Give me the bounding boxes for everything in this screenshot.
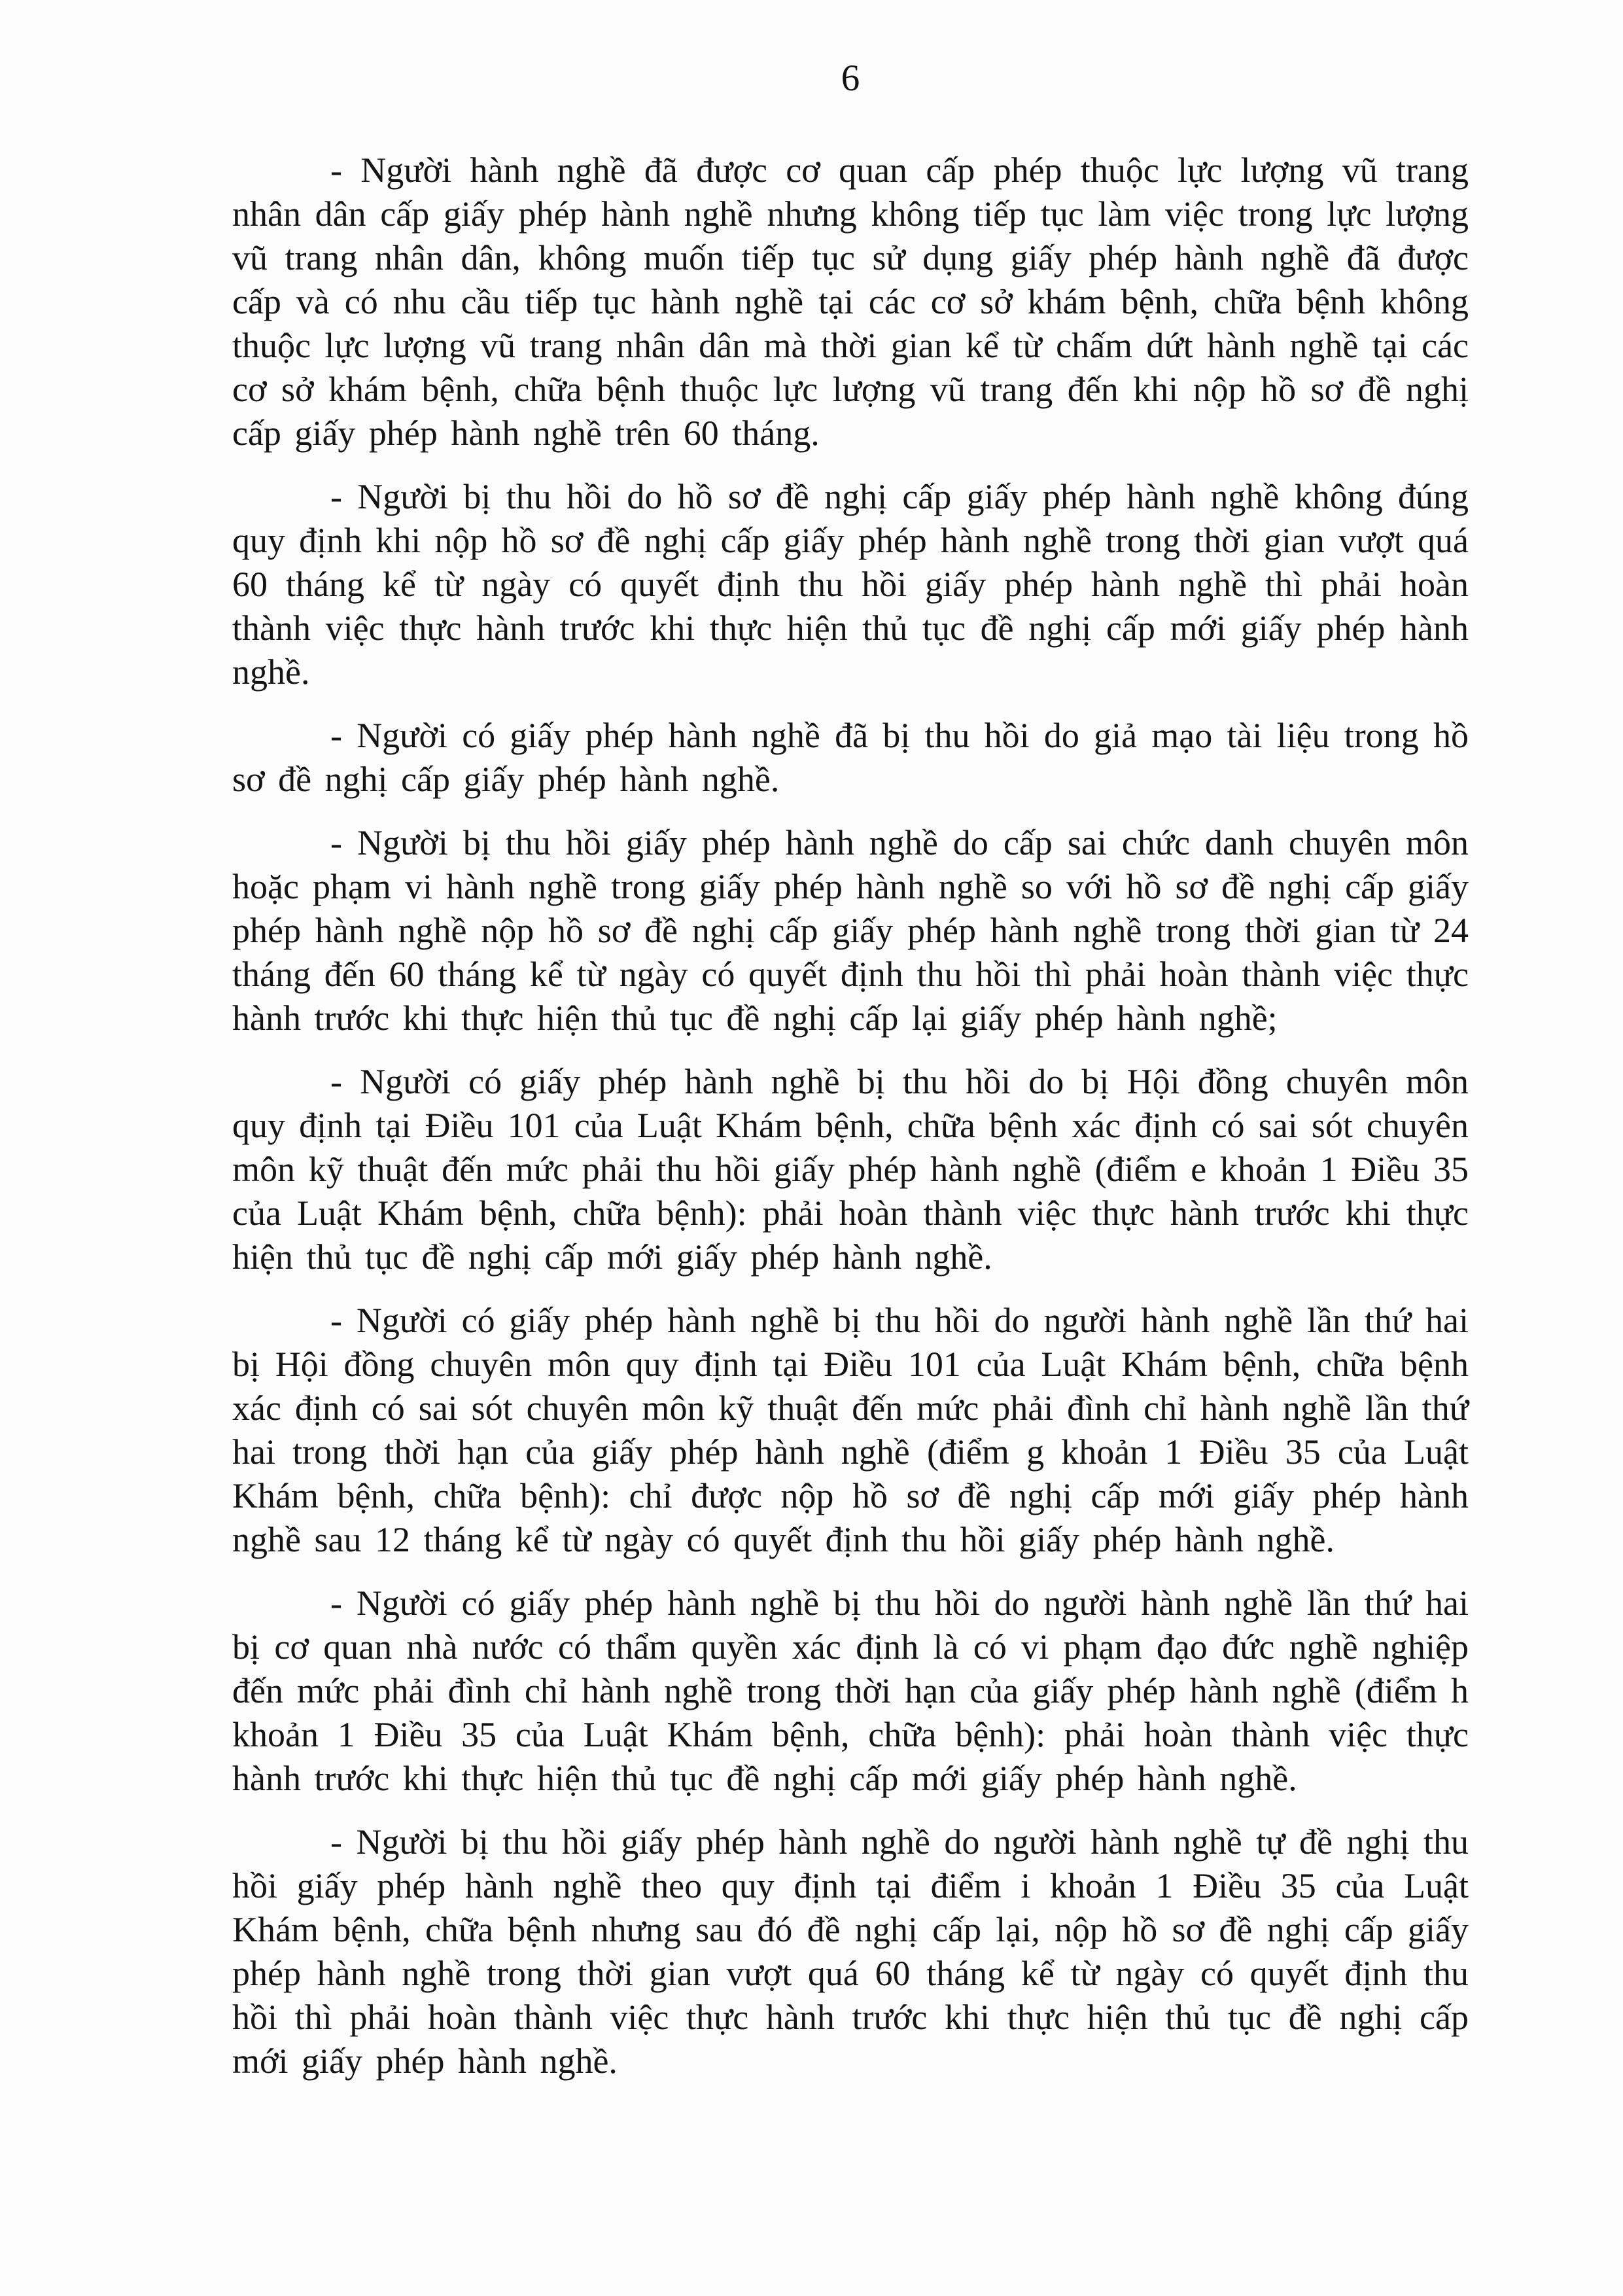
paragraph: - Người bị thu hồi do hồ sơ đề nghị cấp giấy phép hành nghề không đúng quy định khi nộp hồ sơ đề nghị cấp giấy phép hành nghề trong thời gian vượt quá 60 tháng kể từ ngày có quyết định thu hồi giấy phép hành nghề thì phải hoàn thành việc thực hành trước khi thực hiện thủ tục đề nghị cấp mới giấy phép hành nghề. [232,477,1469,692]
paragraph: - Người có giấy phép hành nghề đã bị thu hồi do giả mạo tài liệu trong hồ sơ đề nghị cấp giấy phép hành nghề. [232,716,1469,799]
paragraph: - Người bị thu hồi giấy phép hành nghề do người hành nghề tự đề nghị thu hồi giấy phép hành nghề theo quy định tại điểm i khoản 1 Điều 35 của Luật Khám bệnh, chữa bệnh nhưng sau đó đề nghị cấp lại, nộp hồ sơ đề nghị cấp giấy phép hành nghề trong thời gian vượt quá 60 tháng kể từ ngày có quyết định thu hồi thì phải hoàn thành việc thực hành trước khi thực hiện thủ tục đề nghị cấp mới giấy phép hành nghề. [232,1822,1469,2081]
page-number: 6 [841,58,860,99]
paragraph: - Người có giấy phép hành nghề bị thu hồi do người hành nghề lần thứ hai bị Hội đồng chuyên môn quy định tại Điều 101 của Luật Khám bệnh, chữa bệnh xác định có sai sót chuyên môn kỹ thuật đến mức phải đình chỉ hành nghề lần thứ hai trong thời hạn của giấy phép hành nghề (điểm g khoản 1 Điều 35 của Luật Khám bệnh, chữa bệnh): chỉ được nộp hồ sơ đề nghị cấp mới giấy phép hành nghề sau 12 tháng kể từ ngày có quyết định thu hồi giấy phép hành nghề. [232,1301,1469,1559]
text-column [232,0,1469,2083]
paragraph: - Người có giấy phép hành nghề bị thu hồi do bị Hội đồng chuyên môn quy định tại Điều 101 của Luật Khám bệnh, chữa bệnh xác định có sai sót chuyên môn kỹ thuật đến mức phải thu hồi giấy phép hành nghề (điểm e khoản 1 Điều 35 của Luật Khám bệnh, chữa bệnh): phải hoàn thành việc thực hành trước khi thực hiện thủ tục đề nghị cấp mới giấy phép hành nghề. [232,1062,1469,1277]
document-body [232,149,1469,2083]
paragraph: - Người có giấy phép hành nghề bị thu hồi do người hành nghề lần thứ hai bị cơ quan nhà nước có thẩm quyền xác định là có vi phạm đạo đức nghề nghiệp đến mức phải đình chỉ hành nghề trong thời hạn của giấy phép hành nghề (điểm h khoản 1 Điều 35 của Luật Khám bệnh, chữa bệnh): phải hoàn thành việc thực hành trước khi thực hiện thủ tục đề nghị cấp mới giấy phép hành nghề. [232,1583,1469,1798]
paragraph: - Người bị thu hồi giấy phép hành nghề do cấp sai chức danh chuyên môn hoặc phạm vi hành nghề trong giấy phép hành nghề so với hồ sơ đề nghị cấp giấy phép hành nghề nộp hồ sơ đề nghị cấp giấy phép hành nghề trong thời gian từ 24 tháng đến 60 tháng kể từ ngày có quyết định thu hồi thì phải hoàn thành việc thực hành trước khi thực hiện thủ tục đề nghị cấp lại giấy phép hành nghề; [232,823,1469,1038]
paragraph: - Người hành nghề đã được cơ quan cấp phép thuộc lực lượng vũ trang nhân dân cấp giấy phép hành nghề nhưng không tiếp tục làm việc trong lực lượng vũ trang nhân dân, không muốn tiếp tục sử dụng giấy phép hành nghề đã được cấp và có nhu cầu tiếp tục hành nghề tại các cơ sở khám bệnh, chữa bệnh không thuộc lực lượng vũ trang nhân dân mà thời gian kể từ chấm dứt hành nghề tại các cơ sở khám bệnh, chữa bệnh thuộc lực lượng vũ trang đến khi nộp hồ sơ đề nghị cấp giấy phép hành nghề trên 60 tháng. [232,150,1469,453]
